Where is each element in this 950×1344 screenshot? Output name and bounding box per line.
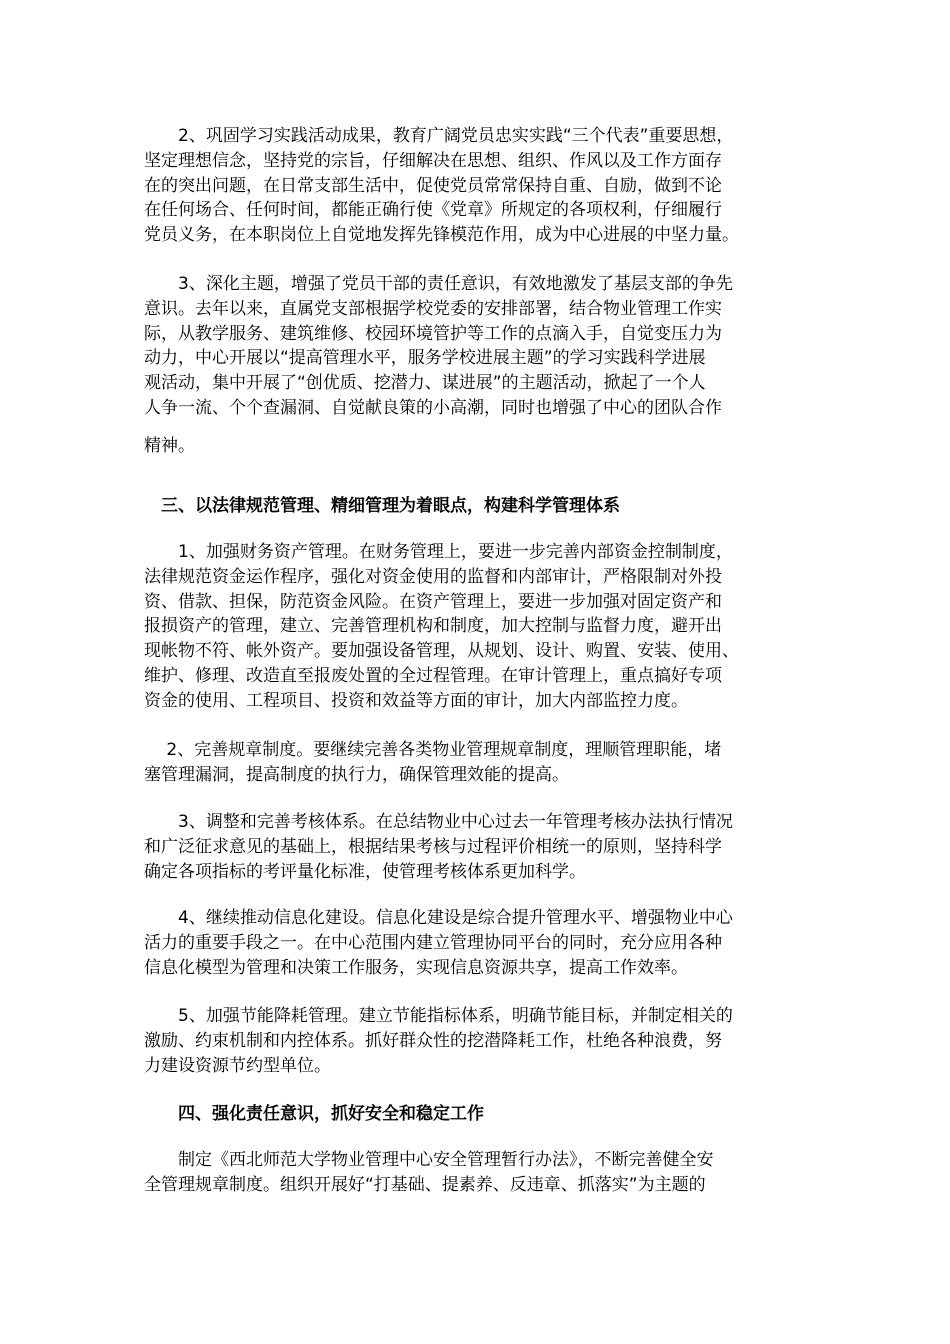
paragraph-safety-management: 制定《西北师范大学物业管理中心安全管理暂行办法》，不断完善健全安 全管理规章制度。组织开展好“打基础、提素养、反违章、抓落实”为主题的	[144, 1150, 714, 1195]
paragraph-2-consolidate-practice: 2、巩固学习实践活动成果，教育广阔党员忠实实践“三个代表”重要思想， 坚定理想信念，坚持党的宗旨，仔细解决在思想、组织、作风以及工作方面存 在的突出问题，在日常支部生活中，促使党员常常保持自重、自励，做到不论 在任何场合、任何时间，都能正确行使《党章》所规定的各项权利，仔细履行 党员义务，在本职岗位上自觉地发挥先锋模范作用，成为中心进展的中坚力量。	[144, 126, 739, 246]
paragraph-3-deepen-theme: 3、深化主题，增强了党员干部的责任意识，有效地激发了基层支部的争先 意识。去年以来，直属党支部根据学校党委的安排部署，结合物业管理工作实 际，从教学服务、建筑维修、校园环境管护等工作的点滴入手，自觉变压力为 动力，中心开展以“提高管理水平，服务学校进展主题”的学习实践科学进展 观活动，集中开展了“创优质、挖潜力、谋进展”的主题活动，掀起了一个人 人争一流、个个查漏洞、自觉献良策的小高潮，同时也增强了中心的团队合作	[144, 274, 733, 418]
paragraph-4-informatization: 4、继续推动信息化建设。信息化建设是综合提升管理水平、增强物业中心 活力的重要手段之一。在中心范围内建立管理协同平台的同时，充分应用各种 信息化模型为管理和决策工作服务，实现信息资源共享，提高工作效率。	[144, 908, 733, 978]
paragraph-5-energy-saving: 5、加强节能降耗管理。建立节能指标体系，明确节能目标，并制定相关的 激励、约束机制和内控体系。抓好群众性的挖潜降耗工作，杜绝各种浪费，努 力建设资源节约型单位。	[144, 1006, 733, 1076]
paragraph-3-assessment-system: 3、调整和完善考核体系。在总结物业中心过去一年管理考核办法执行情况 和广泛征求意见的基础上，根据结果考核与过程评价相统一的原则，坚持科学 确定各项指标的考评量化标准，使管理考核体系更加科学。	[144, 812, 733, 882]
section-heading-four: 四、强化责任意识，抓好安全和稳定工作	[144, 1104, 484, 1124]
paragraph-1-financial-assets: 1、加强财务资产管理。在财务管理上，要进一步完善内部资金控制制度， 法律规范资金运作程序，强化对资金使用的监督和内部审计，严格限制对外投 资、借款、担保，防范资金风险。在资产管理上，要进一步加强对固定资产和 报损资产的管理，建立、完善管理机构和制度，加大控制与监督力度，避开出 现帐物不符、帐外资产。要加强设备管理，从规划、设计、购置、安装、使用、 维护、修理、改造直至报废处置的全过程管理。在审计管理上，重点搞好专项 资金的使用、工程项目、投资和效益等方面的审计，加大内部监控力度。	[144, 542, 739, 711]
paragraph-2-rules-system: 2、完善规章制度。要继续完善各类物业管理规章制度，理顺管理职能，堵 塞管理漏洞，提高制度的执行力，确保管理效能的提高。	[144, 740, 722, 785]
paragraph-3-continuation: 精神。	[144, 436, 195, 456]
section-heading-three: 三、以法律规范管理、精细管理为着眼点，构建科学管理体系	[144, 496, 620, 516]
